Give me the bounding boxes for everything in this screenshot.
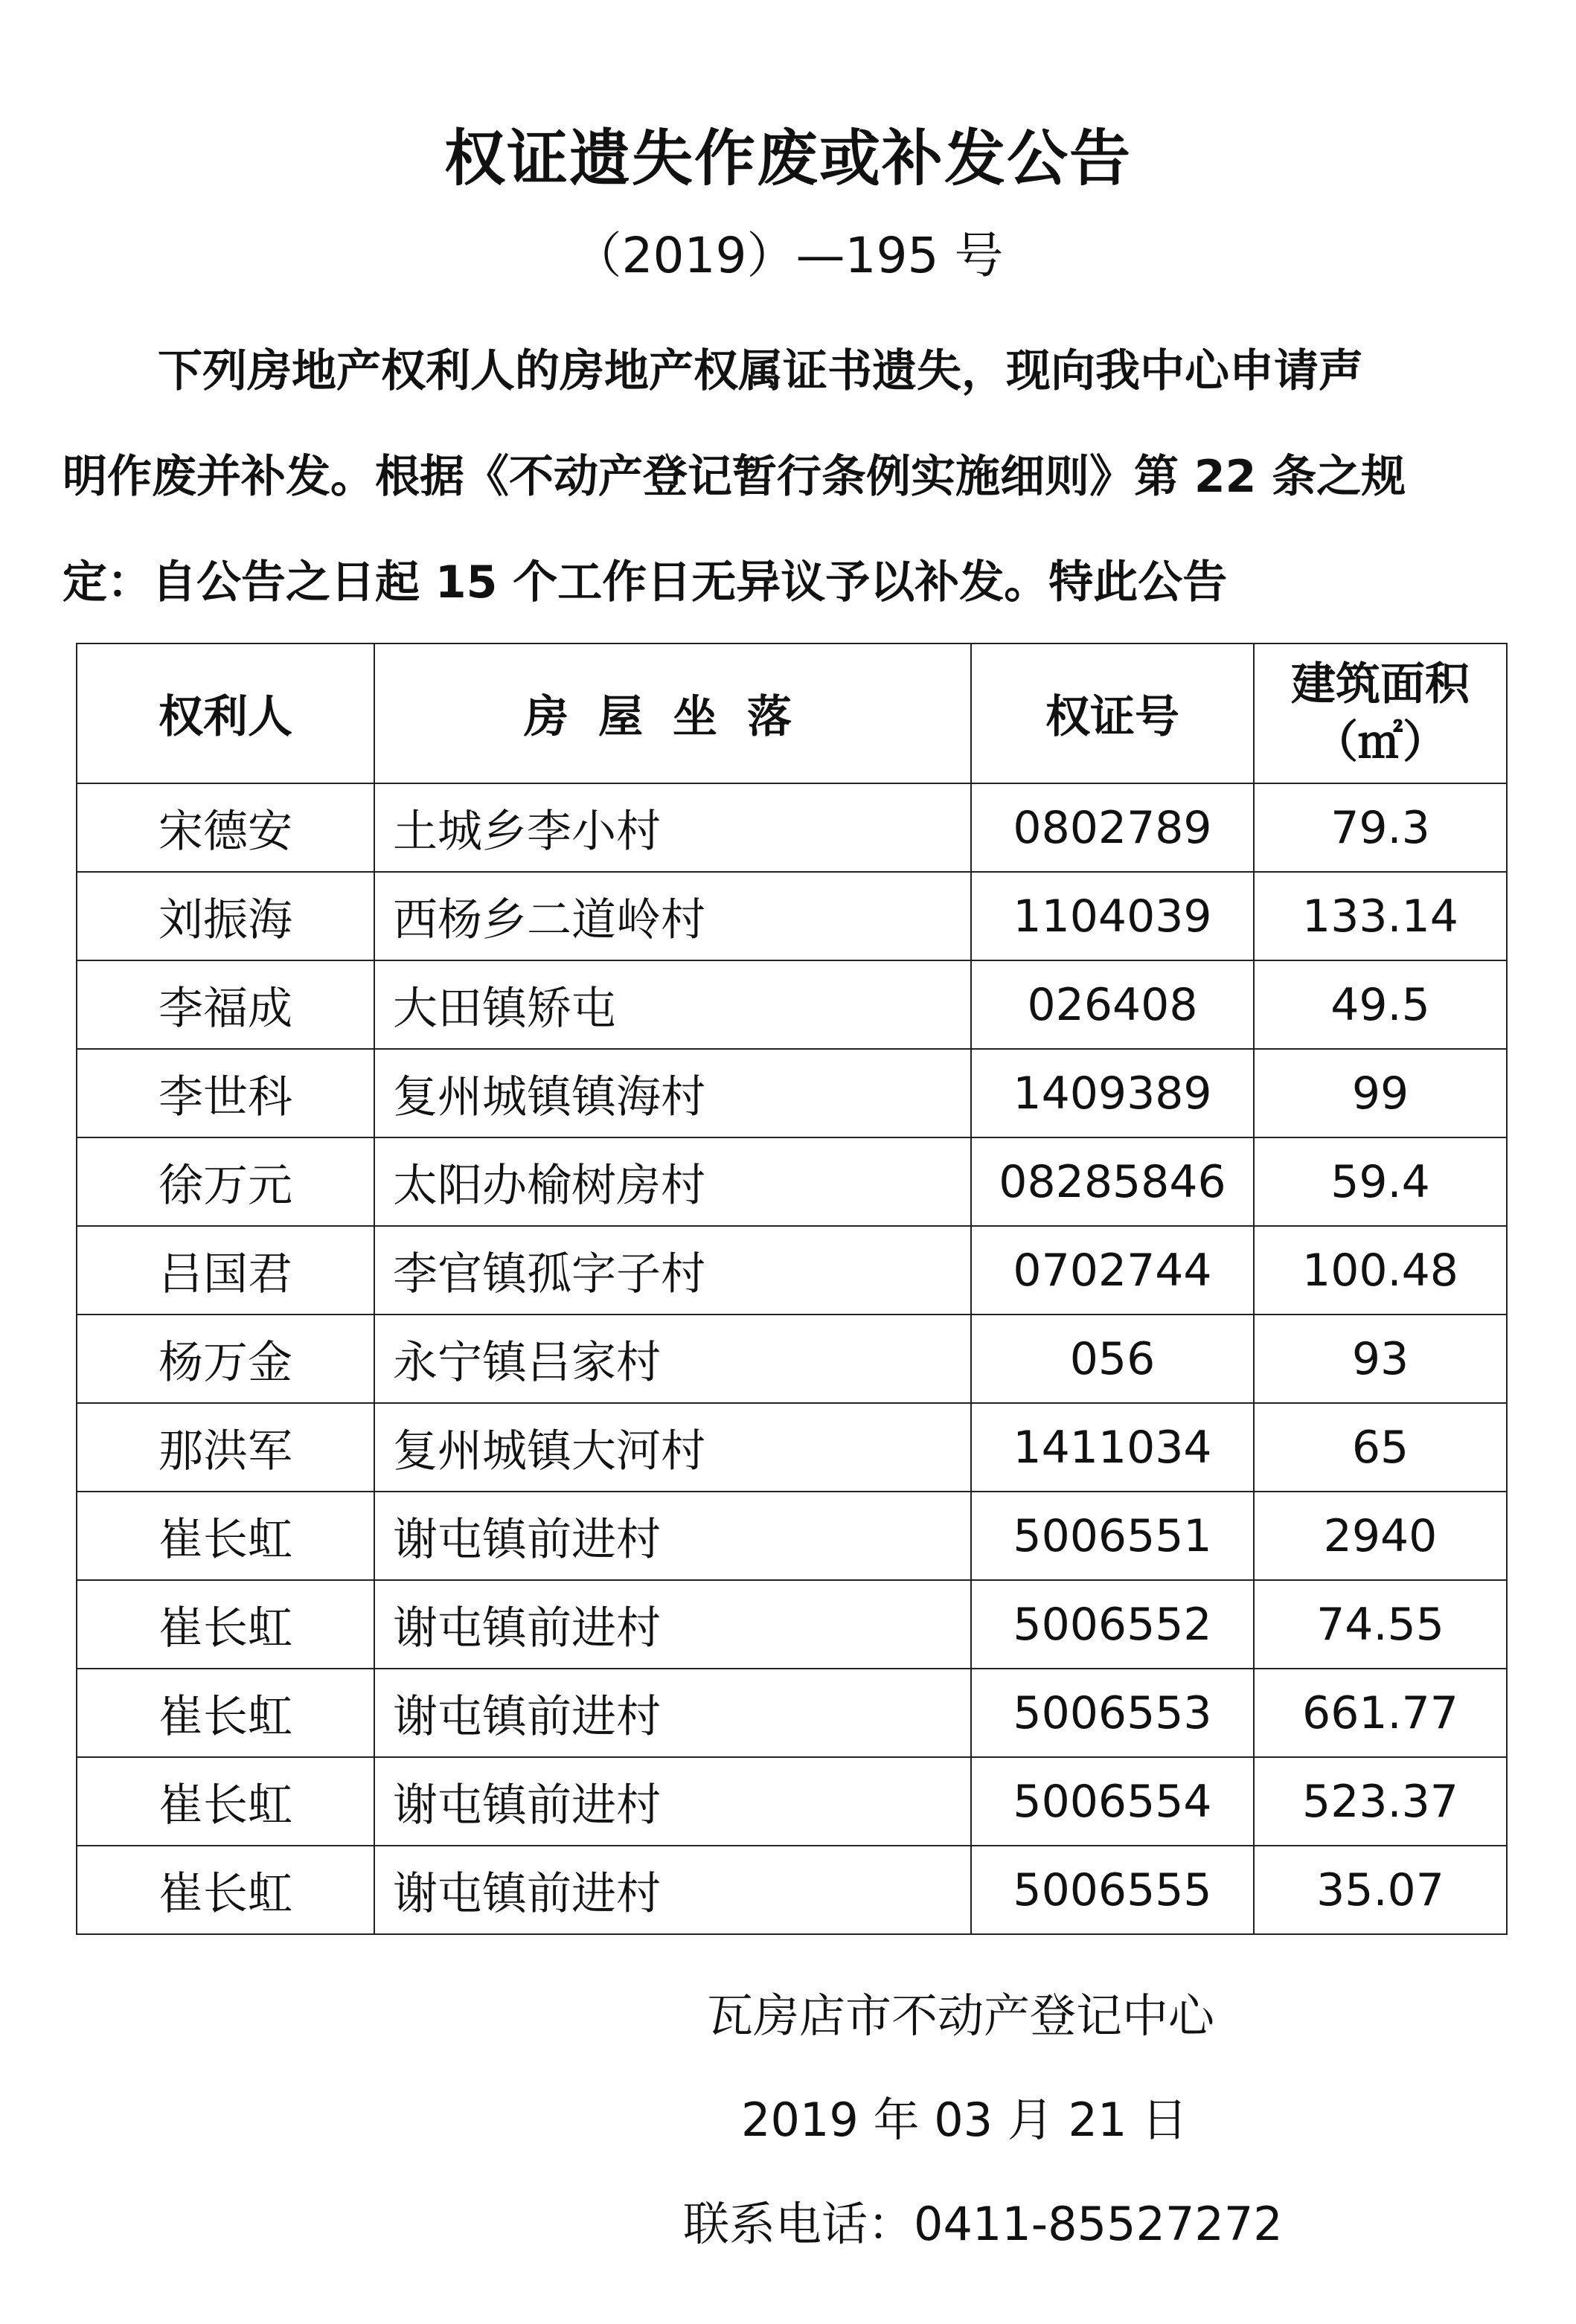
cell-location: 复州城镇大河村 bbox=[374, 1403, 971, 1492]
cell-owner: 那洪军 bbox=[77, 1403, 374, 1492]
paragraph-line-2: 明作废并补发。根据《不动产登记暂行条例实施细则》第 22 条之规 bbox=[63, 451, 1406, 503]
cell-location: 复州城镇镇海村 bbox=[374, 1049, 971, 1137]
cell-cert-no: 5006551 bbox=[971, 1492, 1254, 1580]
table-row bbox=[77, 1049, 1507, 1137]
cell-owner: 李福成 bbox=[77, 960, 374, 1049]
cell-owner: 吕国君 bbox=[77, 1226, 374, 1315]
cell-location: 谢屯镇前进村 bbox=[374, 1669, 971, 1757]
cell-cert-no: 1409389 bbox=[971, 1049, 1254, 1137]
notice-paragraph bbox=[63, 318, 1521, 635]
cell-area: 661.77 bbox=[1254, 1669, 1507, 1757]
cell-area: 2940 bbox=[1254, 1492, 1507, 1580]
cell-owner: 李世科 bbox=[77, 1049, 374, 1137]
cell-owner: 崔长虹 bbox=[77, 1757, 374, 1846]
cell-owner: 崔长虹 bbox=[77, 1580, 374, 1669]
issuing-organization: 瓦房店市不动产登记中心 bbox=[707, 1988, 1215, 2043]
cell-cert-no: 5006554 bbox=[971, 1757, 1254, 1846]
table-row bbox=[77, 872, 1507, 960]
cell-cert-no: 5006555 bbox=[971, 1846, 1254, 1934]
paragraph-line-1 bbox=[63, 318, 1521, 424]
cell-area: 49.5 bbox=[1254, 960, 1507, 1049]
cell-owner: 杨万金 bbox=[77, 1315, 374, 1403]
cell-cert-no: 5006552 bbox=[971, 1580, 1254, 1669]
contact-phone: 联系电话：0411-85527272 bbox=[683, 2197, 1283, 2251]
cell-owner: 徐万元 bbox=[77, 1137, 374, 1226]
cell-location: 太阳办榆树房村 bbox=[374, 1137, 971, 1226]
cell-area: 59.4 bbox=[1254, 1137, 1507, 1226]
table-row bbox=[77, 960, 1507, 1049]
table-row bbox=[77, 1846, 1507, 1934]
cell-area: 35.07 bbox=[1254, 1846, 1507, 1934]
header-cert-no: 权证号 bbox=[971, 643, 1254, 783]
cell-location: 谢屯镇前进村 bbox=[374, 1846, 971, 1934]
table-row bbox=[77, 783, 1507, 872]
header-area-line1: 建筑面积 bbox=[1291, 658, 1470, 710]
cell-owner: 刘振海 bbox=[77, 872, 374, 960]
table-row bbox=[77, 1315, 1507, 1403]
cell-location: 永宁镇吕家村 bbox=[374, 1315, 971, 1403]
issue-date: 2019 年 03 月 21 日 bbox=[741, 2093, 1188, 2147]
cell-area: 93 bbox=[1254, 1315, 1507, 1403]
cell-location: 西杨乡二道岭村 bbox=[374, 872, 971, 960]
table-row bbox=[77, 1403, 1507, 1492]
cell-area: 133.14 bbox=[1254, 872, 1507, 960]
cell-area: 99 bbox=[1254, 1049, 1507, 1137]
cell-cert-no: 056 bbox=[971, 1315, 1254, 1403]
cell-cert-no: 0802789 bbox=[971, 783, 1254, 872]
cell-cert-no: 5006553 bbox=[971, 1669, 1254, 1757]
cell-owner: 崔长虹 bbox=[77, 1492, 374, 1580]
cell-location: 谢屯镇前进村 bbox=[374, 1580, 971, 1669]
header-area-line2: （㎡） bbox=[1313, 716, 1447, 768]
cell-cert-no: 08285846 bbox=[971, 1137, 1254, 1226]
header-location: 房屋坐落 bbox=[374, 643, 971, 783]
cell-area: 65 bbox=[1254, 1403, 1507, 1492]
cell-area: 100.48 bbox=[1254, 1226, 1507, 1315]
cell-cert-no: 026408 bbox=[971, 960, 1254, 1049]
cell-cert-no: 1104039 bbox=[971, 872, 1254, 960]
table-row bbox=[77, 1492, 1507, 1580]
paragraph-line-1-text: 下列房地产权利人的房地产权属证书遗失，现向我中心申请声 bbox=[158, 345, 1363, 397]
cell-location: 大田镇矫屯 bbox=[374, 960, 971, 1049]
cell-location: 土城乡李小村 bbox=[374, 783, 971, 872]
table-row bbox=[77, 1669, 1507, 1757]
cell-location: 谢屯镇前进村 bbox=[374, 1757, 971, 1846]
notice-title: 权证遗失作废或补发公告 bbox=[443, 123, 1132, 194]
header-owner: 权利人 bbox=[77, 643, 374, 783]
header-area bbox=[1254, 643, 1507, 783]
table-row bbox=[77, 1137, 1507, 1226]
cell-cert-no: 0702744 bbox=[971, 1226, 1254, 1315]
cell-location: 谢屯镇前进村 bbox=[374, 1492, 971, 1580]
cell-owner: 崔长虹 bbox=[77, 1846, 374, 1934]
cell-owner: 崔长虹 bbox=[77, 1669, 374, 1757]
cell-area: 74.55 bbox=[1254, 1580, 1507, 1669]
cell-cert-no: 1411034 bbox=[971, 1403, 1254, 1492]
cell-area: 523.37 bbox=[1254, 1757, 1507, 1846]
table-header-row bbox=[77, 643, 1507, 783]
table-row bbox=[77, 1580, 1507, 1669]
cell-owner: 宋德安 bbox=[77, 783, 374, 872]
table-row bbox=[77, 1757, 1507, 1846]
certificate-table bbox=[76, 643, 1508, 1935]
cell-location: 李官镇孤字子村 bbox=[374, 1226, 971, 1315]
document-number: （2019）—195 号 bbox=[572, 227, 1004, 284]
paragraph-line-3: 定：自公告之日起 15 个工作日无异议予以补发。特此公告 bbox=[63, 556, 1228, 609]
table-row bbox=[77, 1226, 1507, 1315]
cell-area: 79.3 bbox=[1254, 783, 1507, 872]
